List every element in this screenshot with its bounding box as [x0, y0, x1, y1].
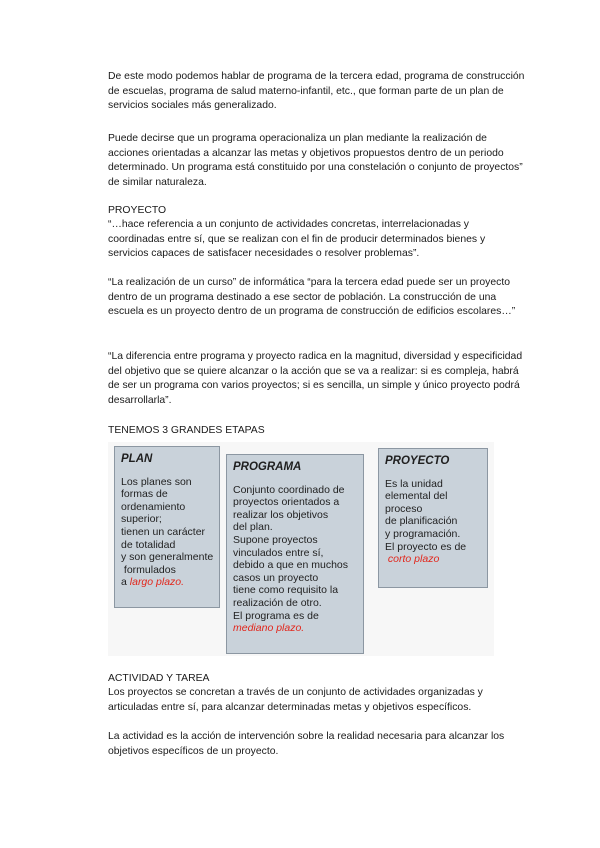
stage-term-line	[121, 576, 213, 589]
paragraph-activities: Los proyectos se concretan a través de un conjunto de actividades organizadas y articuladas entre sí, para alcanzar determinadas metas y objetivos específicos.	[108, 687, 483, 713]
stage-term-line	[233, 622, 357, 635]
stage-line: elemental del	[385, 490, 448, 503]
stage-line: Los planes son	[121, 475, 192, 488]
stage-line: El proyecto es de	[385, 540, 467, 553]
stage-line: de totalidad	[121, 538, 176, 551]
paragraph-project-example: “La realización de un curso” de informática “para la tercera edad puede ser un proyecto dentro de un programa destinado a ese sector de población. La construcción de una escuela es un proyecto dentro de un programa de construcción de edificios escolares…”	[108, 277, 516, 318]
stage-line: superior;	[121, 513, 162, 526]
stage-line: realizar los objetivos	[233, 508, 329, 521]
stage-line: ordenamiento	[121, 500, 186, 513]
stage-line: proyectos orientados a	[233, 496, 340, 509]
stage-line: del plan.	[233, 521, 273, 534]
stage-line: vinculados entre sí,	[233, 546, 324, 559]
stage-line: y son generalmente	[121, 551, 214, 564]
paragraph-programs: De este modo podemos hablar de programa de la tercera edad, programa de construcción de escuelas, programa de salud materno-infantil, etc., que forman parte de un plan de servicios sociales más generalizado.	[108, 71, 525, 112]
paragraph-program-definition: Puede decirse que un programa operacionaliza un plan mediante la realización de acciones orientadas a alcanzar las metas y objetivos propuestos dentro de un periodo determinado. Un programa está constituido por una constelación o conjunto de proyectos” de similar naturaleza.	[108, 133, 523, 188]
stage-term-plan: largo plazo.	[129, 576, 185, 589]
stage-line: proceso	[385, 502, 423, 515]
stage-term-proyecto: corto plazo	[387, 553, 440, 566]
stage-line: Supone proyectos	[233, 533, 318, 546]
stage-term-prefix: a	[121, 576, 130, 589]
stage-term-line	[385, 553, 481, 566]
paragraph-activity-definition: La actividad es la acción de intervención sobre la realidad necesaria para alcanzar los objetivos específicos de un proyecto.	[108, 731, 505, 757]
heading-proyecto: PROYECTO	[108, 205, 167, 216]
stage-line: tiene como requisito la	[233, 584, 339, 597]
stage-line: formas de	[121, 488, 168, 501]
stage-box-proyecto	[378, 448, 488, 588]
stage-line: Es la unidad	[385, 477, 443, 490]
stage-line: y programación.	[385, 527, 461, 540]
stage-line: formulados	[121, 563, 176, 576]
paragraph-program-vs-project: “La diferencia entre programa y proyecto radica en la magnitud, diversidad y especificidad del objetivo que se quiere alcanzar o la acción que se va a realizar: si es compleja, habrá de ser un programa con varios proyectos; si es sencilla, un simple y único proyecto podrá desarrollarla”.	[108, 351, 523, 406]
stage-line: El programa es de	[233, 609, 319, 622]
stage-title-plan: PLAN	[121, 453, 153, 465]
stage-line: Conjunto coordinado de	[233, 483, 345, 496]
stage-line: debido a que en muchos	[233, 559, 349, 572]
stage-title-proyecto: PROYECTO	[385, 455, 450, 467]
stage-box-plan	[114, 446, 220, 608]
stages-diagram	[108, 442, 494, 656]
stage-box-programa	[226, 454, 364, 654]
stage-title-programa: PROGRAMA	[233, 461, 302, 473]
stage-line: realización de otro.	[233, 596, 322, 609]
paragraph-project-definition: “…hace referencia a un conjunto de actividades concretas, interrelacionadas y coordinadas entre sí, que se realizan con el fin de producir determinados bienes y servicios capaces de satisfacer necesidades o resolver problemas”.	[108, 219, 486, 260]
heading-actividad: ACTIVIDAD Y TAREA	[108, 673, 210, 684]
stage-line: casos un proyecto	[233, 571, 319, 584]
stage-line: tienen un carácter	[121, 525, 206, 538]
heading-etapas: TENEMOS 3 GRANDES ETAPAS	[108, 425, 265, 436]
stage-line: de planificación	[385, 515, 458, 528]
stage-term-programa: mediano plazo.	[233, 622, 305, 635]
